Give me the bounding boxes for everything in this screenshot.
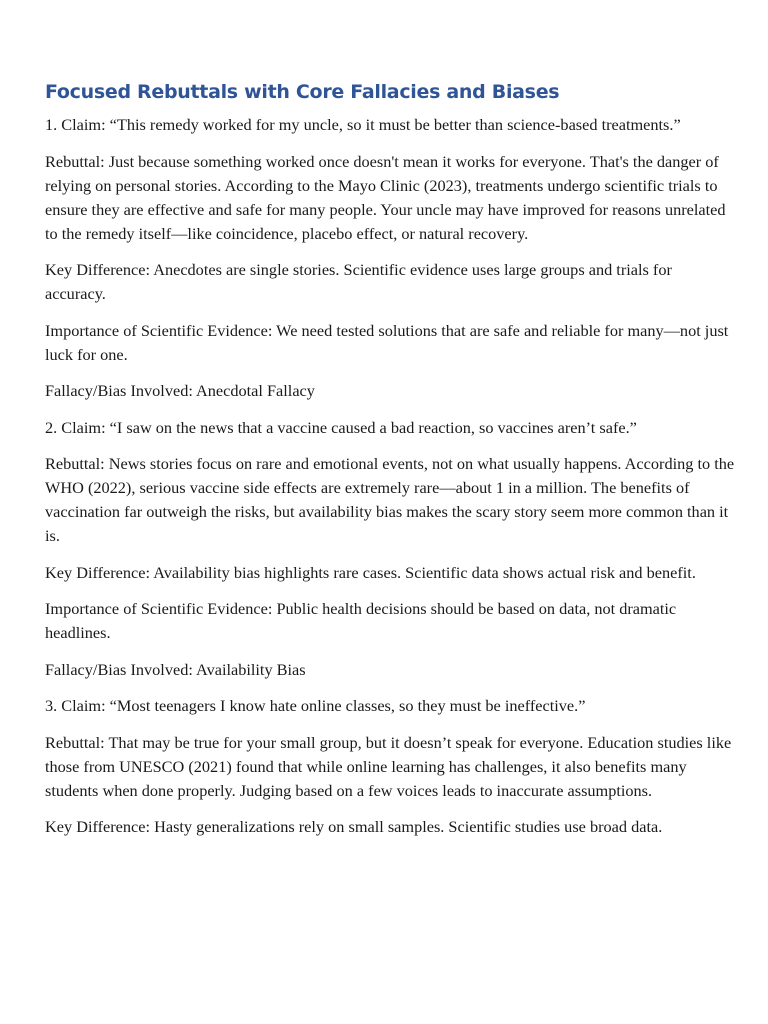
fallacy-1-paragraph: Fallacy/Bias Involved: Anecdotal Fallacy — [45, 381, 315, 400]
key-difference-1-paragraph: Key Difference: Anecdotes are single stories. Scientific evidence uses large groups and trials for accuracy. — [45, 260, 672, 303]
key-difference-3-paragraph: Key Difference: Hasty generalizations rely on small samples. Scientific studies use broad data. — [45, 817, 663, 836]
key-difference-2-paragraph: Key Difference: Availability bias highlights rare cases. Scientific data shows actual risk and benefit. — [45, 562, 696, 582]
claim-2-paragraph: 2. Claim: “I saw on the news that a vaccine caused a bad reaction, so vaccines aren’t safe.” — [45, 417, 637, 437]
document-title: Focused Rebuttals with Core Fallacies and Biases — [45, 81, 560, 103]
rebuttal-2-paragraph: Rebuttal: News stories focus on rare and emotional events, not on what usually happens. According to the WHO (2022), serious vaccine side effects are extremely rare—about 1 in a million. The benefits of vaccination far outweigh the risks, but availability bias makes the scary story seem more common than it is. — [45, 454, 735, 545]
fallacy-2-paragraph: Fallacy/Bias Involved: Availability Bias — [45, 659, 306, 679]
claim-3-paragraph: 3. Claim: “Most teenagers I know hate online classes, so they must be ineffective.” — [45, 696, 586, 715]
importance-2-paragraph: Importance of Scientific Evidence: Public health decisions should be based on data, not dramatic headlines. — [45, 599, 677, 642]
claim-1-paragraph: 1. Claim: “This remedy worked for my uncle, so it must be better than science-based treatments.” — [45, 115, 681, 134]
rebuttal-1-paragraph: Rebuttal: Just because something worked once doesn't mean it works for everyone. That's the danger of relying on personal stories. According to the Mayo Clinic (2023), treatments undergo scientific trials to ensure they are effective and safe for many people. Your uncle may have improved for reasons unrelated to the remedy itself—like coincidence, placebo effect, or natural recovery. — [45, 151, 726, 243]
importance-1-paragraph: Importance of Scientific Evidence: We need tested solutions that are safe and reliable for many—not just luck for one. — [45, 320, 729, 364]
document-page — [45, 79, 735, 852]
rebuttal-3-paragraph: Rebuttal: That may be true for your small group, but it doesn’t speak for everyone. Education studies like those from UNESCO (2021) found that while online learning has challenges, it also benefits many students when done properly. Judging based on a few voices leads to inaccurate assumptions. — [45, 732, 732, 800]
